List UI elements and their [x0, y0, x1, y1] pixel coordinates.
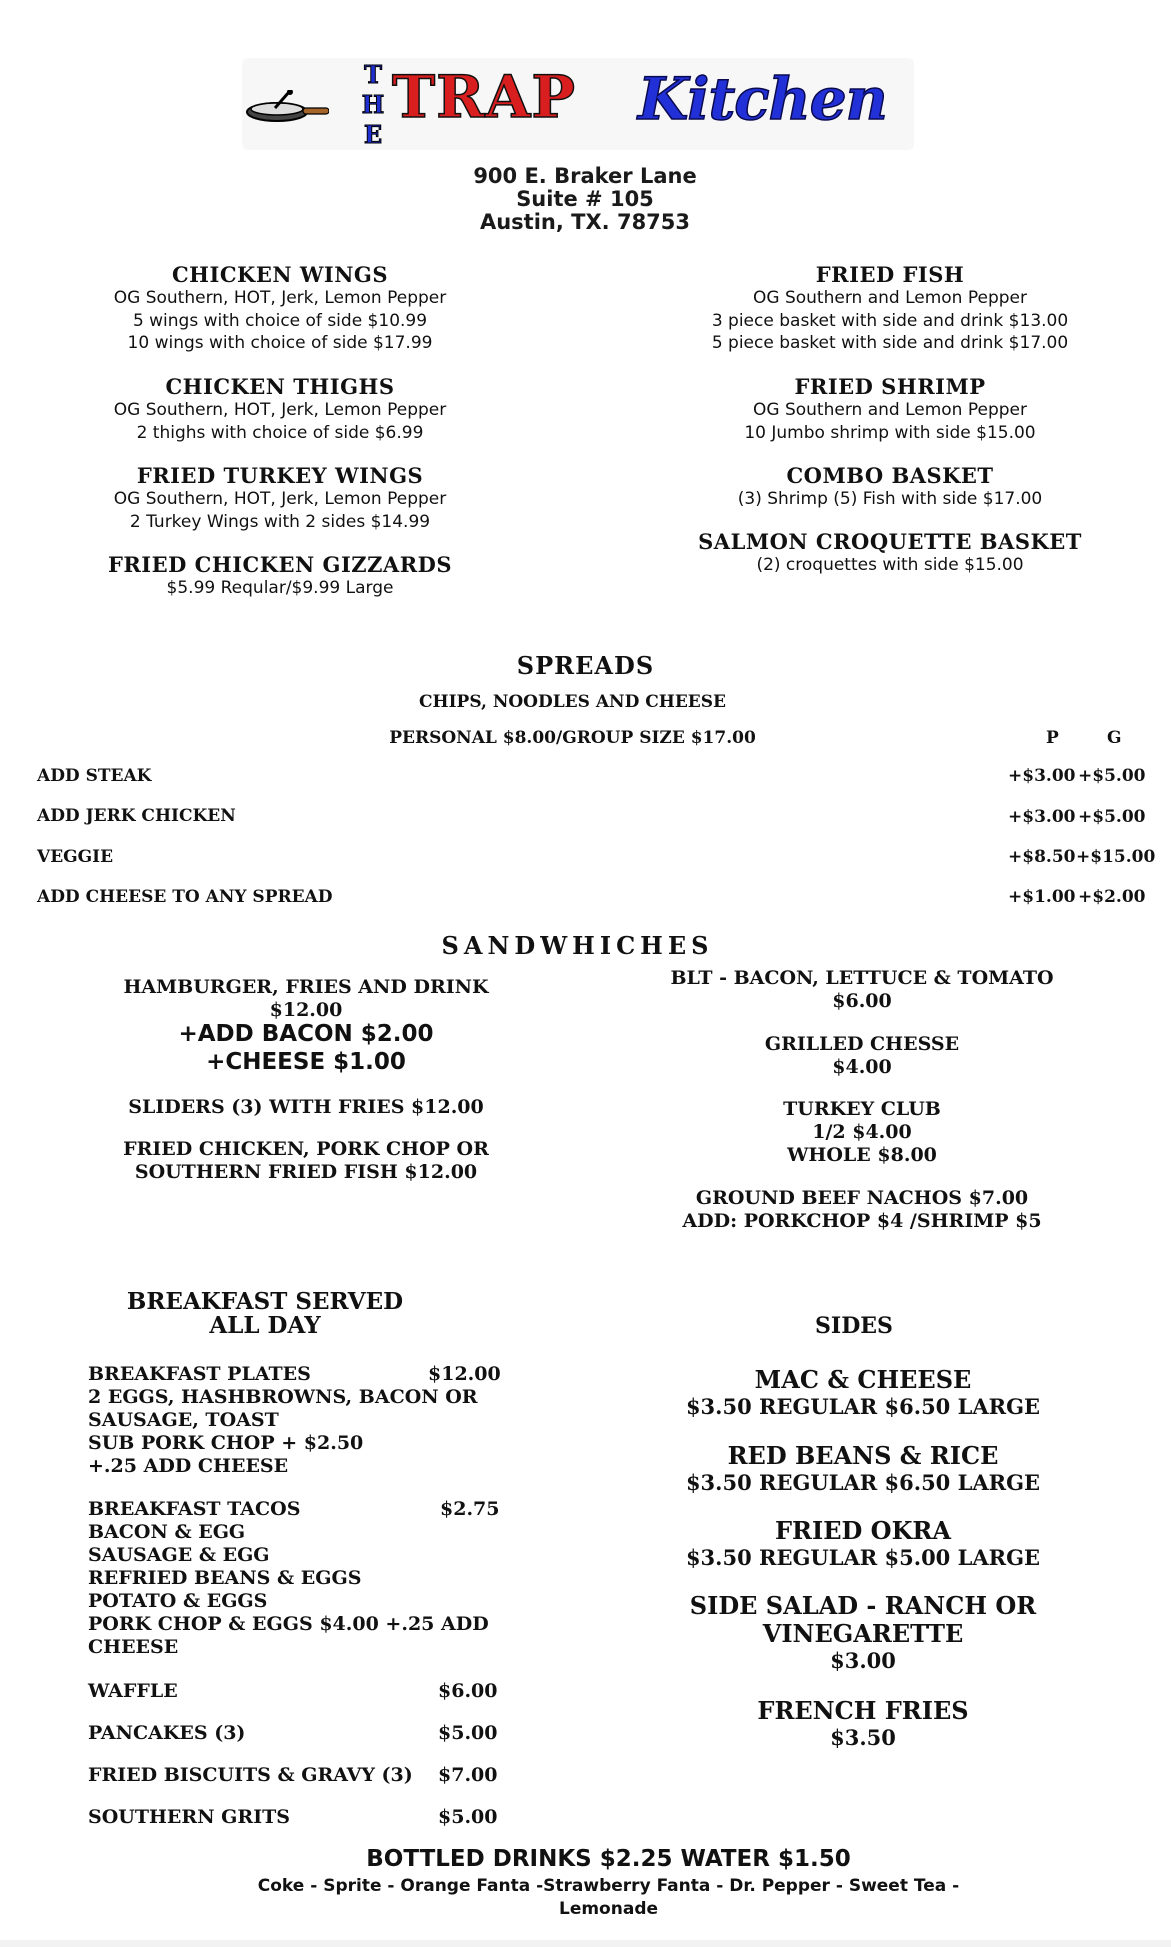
side-item [648, 1517, 1078, 1571]
item-line: 5 piece basket with side and drink $17.00 [711, 333, 1069, 353]
breakfast-line: SAUSAGE, TOAST [88, 1409, 279, 1431]
item-title: FRIED CHICKEN GIZZARDS [107, 552, 453, 577]
breakfast-line: SAUSAGE & EGG [88, 1544, 270, 1566]
breakfast-plates-name: BREAKFAST PLATES [88, 1363, 311, 1385]
side-item [648, 1592, 1078, 1674]
breakfast-line: SUB PORK CHOP + $2.50 [88, 1432, 364, 1454]
breakfast-line: POTATO & EGGS [88, 1590, 268, 1612]
breakfast-item-price: $5.00 [438, 1806, 498, 1828]
sandwich-line: FRIED CHICKEN, PORK CHOP OR [123, 1138, 489, 1160]
spread-row-label: ADD CHEESE TO ANY SPREAD [37, 887, 333, 907]
side-item [648, 1366, 1078, 1420]
item-title: SALMON CROQUETTE BASKET [698, 529, 1082, 554]
breakfast-plates-price: $12.00 [428, 1363, 501, 1385]
sandwich-price: $6.00 [832, 990, 892, 1012]
sandwich-turkey-club [652, 1098, 1072, 1167]
side-name: FRIED OKRA [774, 1516, 951, 1545]
item-line: 2 Turkey Wings with 2 sides $14.99 [129, 511, 431, 532]
drinks-line: Coke - Sprite - Orange Fanta -Strawberry Fanta - Dr. Pepper - Sweet Tea - [257, 1876, 960, 1896]
breakfast-item-name: FRIED BISCUITS & GRAVY (3) [88, 1764, 413, 1786]
logo-the: T H E [361, 60, 385, 149]
side-name: SIDE SALAD - RANCH OR [689, 1591, 1037, 1620]
side-item [648, 1697, 1078, 1751]
sandwich-name: GRILLED CHESSE [764, 1033, 960, 1055]
spreads-sizes: PERSONAL $8.00/GROUP SIZE $17.00 [389, 728, 756, 748]
side-price: $3.50 REGULAR $6.50 LARGE [685, 1394, 1041, 1419]
side-name: FRENCH FRIES [757, 1696, 969, 1725]
sandwich-nachos [652, 1187, 1072, 1233]
breakfast-line: REFRIED BEANS & EGGS [88, 1567, 362, 1589]
breakfast-line: +.25 ADD CHEESE [88, 1455, 289, 1477]
sandwich-fried [106, 1138, 506, 1184]
breakfast-line: CHEESE [88, 1636, 179, 1658]
spreads-col-g: G [1107, 728, 1122, 748]
sandwich-blt [652, 967, 1072, 1013]
spread-row-g: +$15.00 [1076, 847, 1156, 867]
sandwich-name: TURKEY CLUB [783, 1098, 941, 1120]
breakfast-item-name: WAFFLE [88, 1680, 178, 1702]
item-line: 10 wings with choice of side $17.99 [127, 333, 433, 353]
sandwich-price: $4.00 [832, 1056, 892, 1078]
spread-row-p: +$3.00 [1008, 807, 1076, 827]
menu-item-combo-basket [690, 463, 1090, 511]
item-line: OG Southern, HOT, Jerk, Lemon Pepper [113, 489, 447, 509]
sandwich-price: 1/2 $4.00 [812, 1121, 912, 1143]
sandwiches-title: SANDWHICHES [441, 931, 714, 960]
breakfast-tacos-desc [88, 1521, 489, 1659]
item-line: 3 piece basket with side and drink $13.00 [711, 310, 1069, 331]
breakfast-item-price: $6.00 [438, 1680, 498, 1702]
side-item [648, 1442, 1078, 1496]
item-line: OG Southern and Lemon Pepper [753, 288, 1027, 308]
breakfast-line: PORK CHOP & EGGS $4.00 +.25 ADD [88, 1613, 489, 1635]
item-line: OG Southern, HOT, Jerk, Lemon Pepper [113, 288, 447, 308]
menu-item-salmon-croquette [690, 529, 1090, 577]
address-line: Austin, TX. 78753 [479, 210, 691, 234]
side-price: $3.50 [830, 1725, 896, 1750]
sandwich-name: BLT - BACON, LETTUCE & TOMATO [670, 967, 1054, 989]
spread-row-label: ADD JERK CHICKEN [37, 806, 236, 826]
breakfast-title-line: ALL DAY [209, 1312, 321, 1339]
sandwich-addons [106, 1020, 506, 1076]
address [420, 165, 750, 234]
item-title: FRIED SHRIMP [794, 374, 986, 399]
address-line: Suite # 105 [516, 187, 654, 211]
spreads-col-p: P [1046, 728, 1059, 748]
breakfast-item-price: $7.00 [438, 1764, 498, 1786]
skillet-icon [245, 90, 329, 124]
spread-row-p: +$3.00 [1008, 766, 1076, 786]
spread-row-p: +$8.50 [1008, 847, 1076, 867]
breakfast-item-name: SOUTHERN GRITS [88, 1806, 290, 1828]
item-line: OG Southern, HOT, Jerk, Lemon Pepper [113, 400, 447, 420]
breakfast-plates-desc [88, 1386, 478, 1478]
drinks-list [0, 1875, 1171, 1921]
drinks-title: BOTTLED DRINKS $2.25 WATER $1.50 [366, 1846, 851, 1872]
item-line: OG Southern and Lemon Pepper [753, 400, 1027, 420]
breakfast-line: BACON & EGG [88, 1521, 246, 1543]
breakfast-tacos-name: BREAKFAST TACOS [88, 1498, 301, 1520]
item-title: CHICKEN WINGS [171, 262, 389, 287]
spread-row-p: +$1.00 [1008, 887, 1076, 907]
item-title: FRIED FISH [815, 262, 965, 287]
sandwich-hamburger [106, 976, 506, 1022]
sandwich-price: $12.00 [269, 999, 343, 1021]
item-line: 5 wings with choice of side $10.99 [132, 310, 428, 331]
sandwich-line: ADD: PORKCHOP $4 /SHRIMP $5 [682, 1210, 1042, 1232]
addon-bacon: +ADD BACON $2.00 [178, 1021, 434, 1047]
address-line: 900 E. Braker Lane [473, 164, 697, 188]
breakfast-item-price: $5.00 [438, 1722, 498, 1744]
side-price: $3.50 REGULAR $6.50 LARGE [685, 1470, 1041, 1495]
breakfast-title-line: BREAKFAST SERVED [126, 1288, 404, 1315]
item-line: (3) Shrimp (5) Fish with side $17.00 [737, 489, 1043, 509]
spread-row-label: ADD STEAK [37, 766, 152, 786]
sandwich-name: HAMBURGER, FRIES AND DRINK [123, 976, 489, 998]
side-price: $3.00 [830, 1648, 896, 1673]
item-line: (2) croquettes with side $15.00 [756, 555, 1024, 575]
spread-row-g: +$5.00 [1078, 807, 1146, 827]
logo-kitchen: Kitchen [638, 65, 887, 133]
spread-row-label: VEGGIE [37, 847, 114, 867]
menu-item-gizzards [80, 552, 480, 600]
logo-trap: TRAP [392, 63, 576, 131]
side-name: MAC & CHEESE [754, 1365, 972, 1394]
sandwich-name: GROUND BEEF NACHOS $7.00 [695, 1187, 1029, 1209]
addon-cheese: +CHEESE $1.00 [206, 1049, 406, 1075]
breakfast-item-name: PANCAKES (3) [88, 1722, 246, 1744]
menu-item-chicken-wings [80, 262, 480, 355]
drinks-line: Lemonade [558, 1899, 659, 1919]
item-line: $5.99 Reqular/$9.99 Large [166, 578, 394, 598]
sides-title: SIDES [815, 1313, 893, 1339]
breakfast-title [65, 1290, 465, 1338]
breakfast-tacos-price: $2.75 [440, 1498, 500, 1520]
sandwich-sliders: SLIDERS (3) WITH FRIES $12.00 [128, 1096, 484, 1118]
sandwich-line: SOUTHERN FRIED FISH $12.00 [134, 1161, 478, 1183]
item-title: COMBO BASKET [786, 463, 994, 488]
menu-item-fried-fish [690, 262, 1090, 355]
spreads-title: SPREADS [516, 651, 655, 680]
breakfast-line: 2 EGGS, HASHBROWNS, BACON OR [88, 1386, 478, 1408]
sandwich-grilled-cheese [652, 1033, 1072, 1079]
side-name: RED BEANS & RICE [727, 1441, 999, 1470]
item-line: 10 Jumbo shrimp with side $15.00 [744, 422, 1036, 443]
spread-row-g: +$5.00 [1078, 766, 1146, 786]
item-title: CHICKEN THIGHS [165, 374, 395, 399]
menu-item-chicken-thighs [80, 374, 480, 444]
menu-item-turkey-wings [80, 463, 480, 533]
side-price: $3.50 REGULAR $5.00 LARGE [685, 1545, 1041, 1570]
spread-row-g: +$2.00 [1078, 887, 1146, 907]
item-title: FRIED TURKEY WINGS [136, 463, 424, 488]
item-line: 2 thighs with choice of side $6.99 [136, 422, 424, 443]
spreads-subtitle: CHIPS, NOODLES AND CHEESE [419, 692, 726, 712]
menu-item-fried-shrimp [690, 374, 1090, 444]
sandwich-price: WHOLE $8.00 [787, 1144, 937, 1166]
side-name: VINEGARETTE [762, 1619, 964, 1648]
